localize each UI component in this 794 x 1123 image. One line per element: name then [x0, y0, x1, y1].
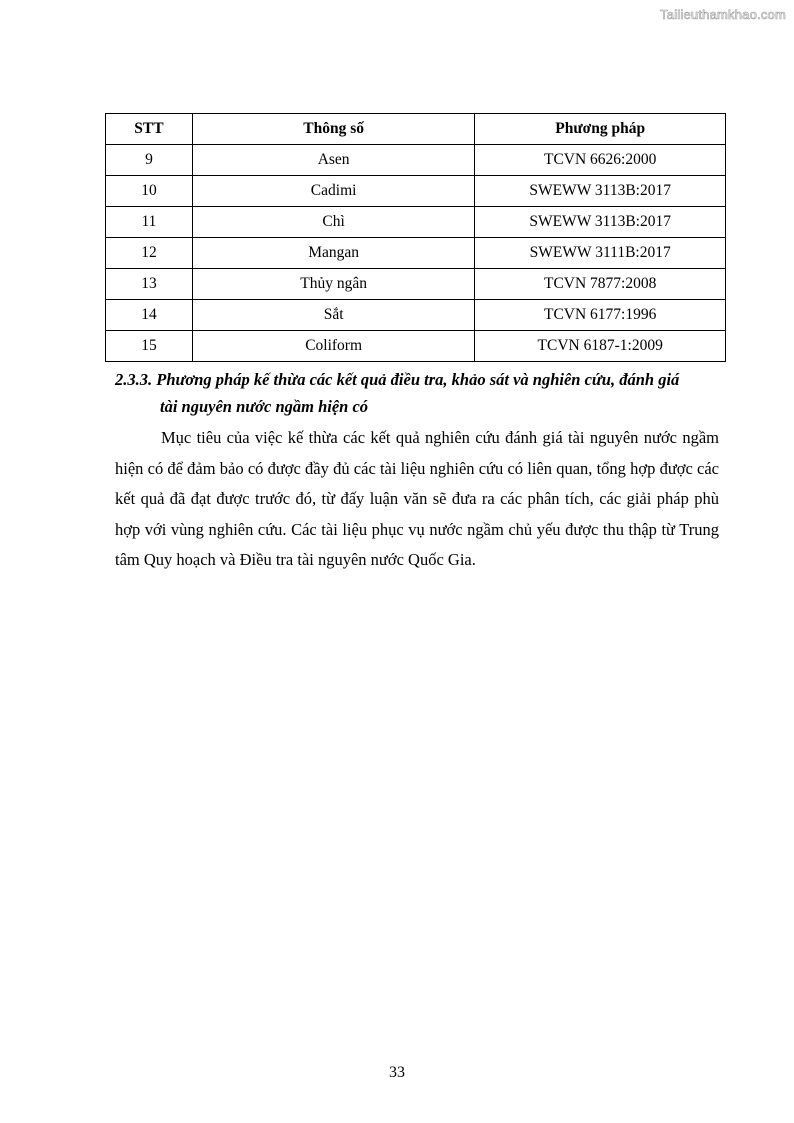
cell-parameter: Asen	[192, 145, 474, 176]
header-stt: STT	[106, 114, 193, 145]
body-paragraph: Mục tiêu của việc kế thừa các kết quả nghiên cứu đánh giá tài nguyên nước ngầm hiện có để đảm bảo có được đầy đủ các tài liệu nghiên cứu có liên quan, tổng hợp được các kết quả đã đạt được trước đó, từ đấy luận văn sẽ đưa ra các phân tích, các giải pháp phù hợp với vùng nghiên cứu. Các tài liệu phục vụ nước ngầm chủ yếu được thu thập từ Trung tâm Quy hoạch và Điều tra tài nguyên nước Quốc Gia.	[115, 428, 719, 569]
cell-stt: 11	[106, 207, 193, 238]
section-title-line1: Phương pháp kế thừa các kết quả điều tra, khảo sát và nghiên cứu, đánh giá	[156, 370, 680, 389]
table-row	[106, 145, 726, 176]
cell-parameter: Coliform	[192, 331, 474, 362]
cell-stt: 9	[106, 145, 193, 176]
cell-stt: 12	[106, 238, 193, 269]
table-row	[106, 300, 726, 331]
header-parameter: Thông số	[192, 114, 474, 145]
section-number: 2.3.3.	[115, 370, 153, 389]
cell-method: SWEWW 3111B:2017	[475, 238, 726, 269]
cell-method: TCVN 6187-1:2009	[475, 331, 726, 362]
cell-stt: 13	[106, 269, 193, 300]
table-row	[106, 238, 726, 269]
cell-stt: 14	[106, 300, 193, 331]
table-header-row	[106, 114, 726, 145]
section-heading	[115, 366, 721, 420]
cell-method: TCVN 6626:2000	[475, 145, 726, 176]
cell-parameter: Chì	[192, 207, 474, 238]
cell-method: TCVN 7877:2008	[475, 269, 726, 300]
page-number: 33	[389, 1064, 405, 1081]
table-row	[106, 269, 726, 300]
cell-method: TCVN 6177:1996	[475, 300, 726, 331]
section-title-line2: tài nguyên nước ngầm hiện có	[160, 397, 369, 416]
cell-stt: 10	[106, 176, 193, 207]
cell-parameter: Mangan	[192, 238, 474, 269]
cell-parameter: Thủy ngân	[192, 269, 474, 300]
table-row	[106, 207, 726, 238]
cell-parameter: Cadimi	[192, 176, 474, 207]
watermark-text: Tailieuthamkhao.com	[660, 7, 786, 22]
cell-stt: 15	[106, 331, 193, 362]
cell-method: SWEWW 3113B:2017	[475, 176, 726, 207]
cell-method: SWEWW 3113B:2017	[475, 207, 726, 238]
parameters-table	[105, 113, 726, 362]
cell-parameter: Sắt	[192, 300, 474, 331]
header-method: Phương pháp	[475, 114, 726, 145]
table-row	[106, 176, 726, 207]
table-row	[106, 331, 726, 362]
